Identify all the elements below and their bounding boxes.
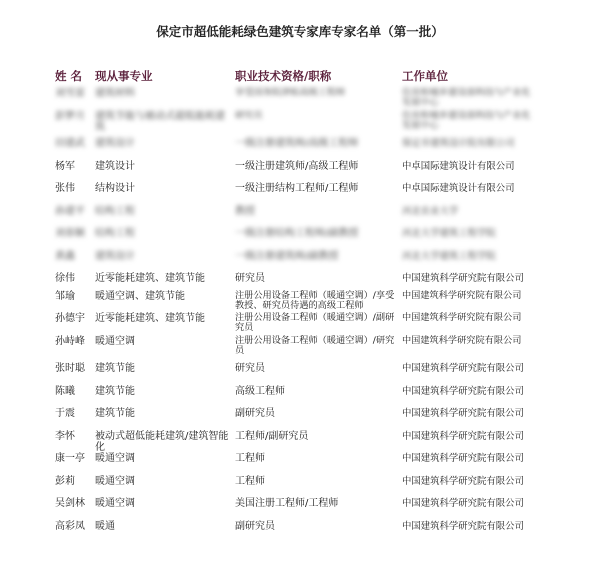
expert-employer: 中国建筑科学研究院有限公司	[402, 312, 522, 323]
expert-major: 暖通	[95, 520, 115, 532]
expert-employer: 河北大学建筑工程学院	[402, 250, 496, 262]
expert-qualification: 注册公用设备工程师（暖通空调）/研究员	[235, 334, 395, 356]
expert-name: 孙峙峰	[55, 335, 85, 347]
expert-name: 彭梦月	[55, 110, 85, 122]
expert-qualification: 注册公用设备工程师（暖通空调）/副研究员	[235, 312, 395, 333]
expert-name: 杨军	[55, 160, 75, 172]
expert-employer: 中国建筑科学研究院有限公司	[402, 498, 524, 509]
expert-name: 李怀	[55, 430, 75, 442]
expert-employer: 中卓国际建筑设计有限公司	[402, 160, 515, 172]
expert-major: 建筑节能与被动式超低能耗建筑	[95, 110, 225, 133]
expert-name: 孙德宇	[55, 313, 85, 324]
expert-major: 近零能耗建筑、建筑节能	[95, 313, 205, 324]
header-qualification: 职业技术资格/职称	[235, 69, 332, 83]
table-row	[0, 246, 600, 269]
header-employer: 工作单位	[402, 69, 448, 83]
document-title: 保定市超低能耗绿色建筑专家库专家名单（第一批）	[156, 24, 444, 39]
expert-employer: 河北农业大学	[402, 205, 459, 217]
expert-name: 刘雪雷	[55, 88, 85, 99]
table-row	[0, 471, 600, 494]
expert-name: 张伟	[55, 183, 75, 194]
expert-qualification: 副研究员	[235, 408, 275, 419]
header-major: 现从事专业	[95, 69, 153, 83]
expert-name: 田建武	[55, 138, 85, 149]
expert-name: 于震	[55, 408, 75, 419]
expert-employer: 河北大学建筑工程学院	[402, 228, 496, 239]
expert-name: 邹瑜	[55, 290, 75, 302]
expert-major: 被动式超低能耗建筑/建筑智能化	[95, 430, 229, 453]
expert-name: 张时聪	[55, 363, 85, 374]
expert-major: 建筑设计	[95, 138, 135, 149]
expert-major: 暖通空调	[95, 335, 135, 347]
expert-qualification: 一级注册结构工程师/工程师	[235, 183, 359, 194]
expert-qualification: 一级注册建筑师/副教授	[235, 250, 339, 262]
expert-name: 彭莉	[55, 475, 75, 487]
expert-major: 暖通空调、建筑节能	[95, 290, 185, 302]
table-row	[0, 448, 600, 471]
expert-major: 近零能耗建筑、建筑节能	[95, 273, 205, 284]
expert-list	[0, 88, 600, 538]
expert-employer: 中国建筑科学研究院有限公司	[402, 289, 522, 301]
expert-employer: 中国建筑科学研究院有限公司	[402, 453, 524, 464]
expert-name: 孙建平	[55, 205, 85, 217]
table-row	[0, 313, 600, 336]
expert-qualification: 副研究员	[235, 520, 275, 532]
expert-major: 建筑设计	[95, 160, 135, 172]
expert-name: 康一亭	[55, 453, 85, 464]
expert-employer: 中国建筑科学研究院有限公司	[402, 408, 524, 419]
expert-qualification: 研究员	[235, 363, 265, 374]
expert-employer: 住房和城乡建设部科技与产业化发展中心	[402, 109, 531, 131]
expert-employer: 保定市建筑设计院有限公司	[402, 138, 515, 149]
expert-qualification: 工程师	[235, 453, 265, 464]
table-row	[0, 516, 600, 539]
expert-name: 刘春颖	[55, 228, 85, 239]
expert-qualification: 注册公用设备工程师（暖通空调）/享受教授、研究员待遇的高级工程师	[235, 289, 395, 311]
expert-employer: 中国建筑科学研究院有限公司	[402, 520, 524, 532]
table-row	[0, 291, 600, 314]
expert-qualification: 一级注册结构工程师/副教授	[235, 228, 359, 239]
table-row	[0, 336, 600, 359]
table-row	[0, 268, 600, 291]
expert-employer: 中国建筑科学研究院有限公司	[402, 273, 524, 284]
expert-qualification: 研究员	[235, 109, 263, 121]
table-row	[0, 493, 600, 516]
table-row	[0, 88, 600, 111]
expert-name: 陈曦	[55, 385, 75, 397]
expert-employer: 住房和城乡建设部科技与产业化发展中心	[402, 87, 531, 108]
table-row	[0, 156, 600, 179]
expert-qualification: 美国注册工程师/工程师	[235, 498, 339, 509]
table-row	[0, 403, 600, 426]
table-row	[0, 358, 600, 381]
expert-major: 建筑节能	[95, 408, 135, 419]
expert-qualification: 工程师/副研究员	[235, 430, 309, 442]
header-name: 姓 名	[55, 69, 83, 83]
expert-qualification: 一级注册建筑师/高级工程师	[235, 160, 359, 172]
expert-employer: 中国建筑科学研究院有限公司	[402, 363, 524, 374]
expert-qualification: 一级注册建筑师/高级工程师	[235, 138, 359, 149]
expert-major: 建筑设计	[95, 250, 135, 262]
expert-employer: 中国建筑科学研究院有限公司	[402, 430, 524, 442]
table-row	[0, 178, 600, 201]
expert-major: 结构设计	[95, 183, 135, 194]
table-row	[0, 223, 600, 246]
expert-name: 高彩凤	[55, 520, 85, 532]
expert-employer: 中卓国际建筑设计有限公司	[402, 183, 515, 194]
table-row	[0, 201, 600, 224]
expert-major: 暖通空调	[95, 475, 135, 487]
expert-name: 吴剑林	[55, 498, 85, 509]
expert-employer: 中国建筑科学研究院有限公司	[402, 385, 524, 397]
table-row	[0, 111, 600, 134]
expert-name: 徐伟	[55, 273, 75, 284]
table-row	[0, 381, 600, 404]
expert-major: 建筑节能	[95, 363, 135, 374]
expert-qualification: 工程师	[235, 475, 265, 487]
expert-name: 黄鑫	[55, 250, 75, 262]
expert-major: 暖通空调	[95, 453, 135, 464]
expert-major: 建筑节能	[95, 385, 135, 397]
expert-employer: 中国建筑科学研究院有限公司	[402, 334, 522, 346]
expert-major: 结构工程	[95, 228, 135, 239]
expert-qualification: 研究员	[235, 273, 265, 284]
expert-qualification: 高级工程师	[235, 385, 285, 397]
expert-major: 建筑材料	[95, 88, 135, 99]
expert-major: 暖通空调	[95, 498, 135, 509]
expert-major: 结构工程	[95, 205, 135, 217]
table-row	[0, 133, 600, 156]
expert-employer: 中国建筑科学研究院有限公司	[402, 475, 524, 487]
expert-qualification: 享受国务院津贴高级工程师	[235, 87, 346, 98]
table-row	[0, 426, 600, 453]
expert-qualification: 教授	[235, 205, 255, 217]
